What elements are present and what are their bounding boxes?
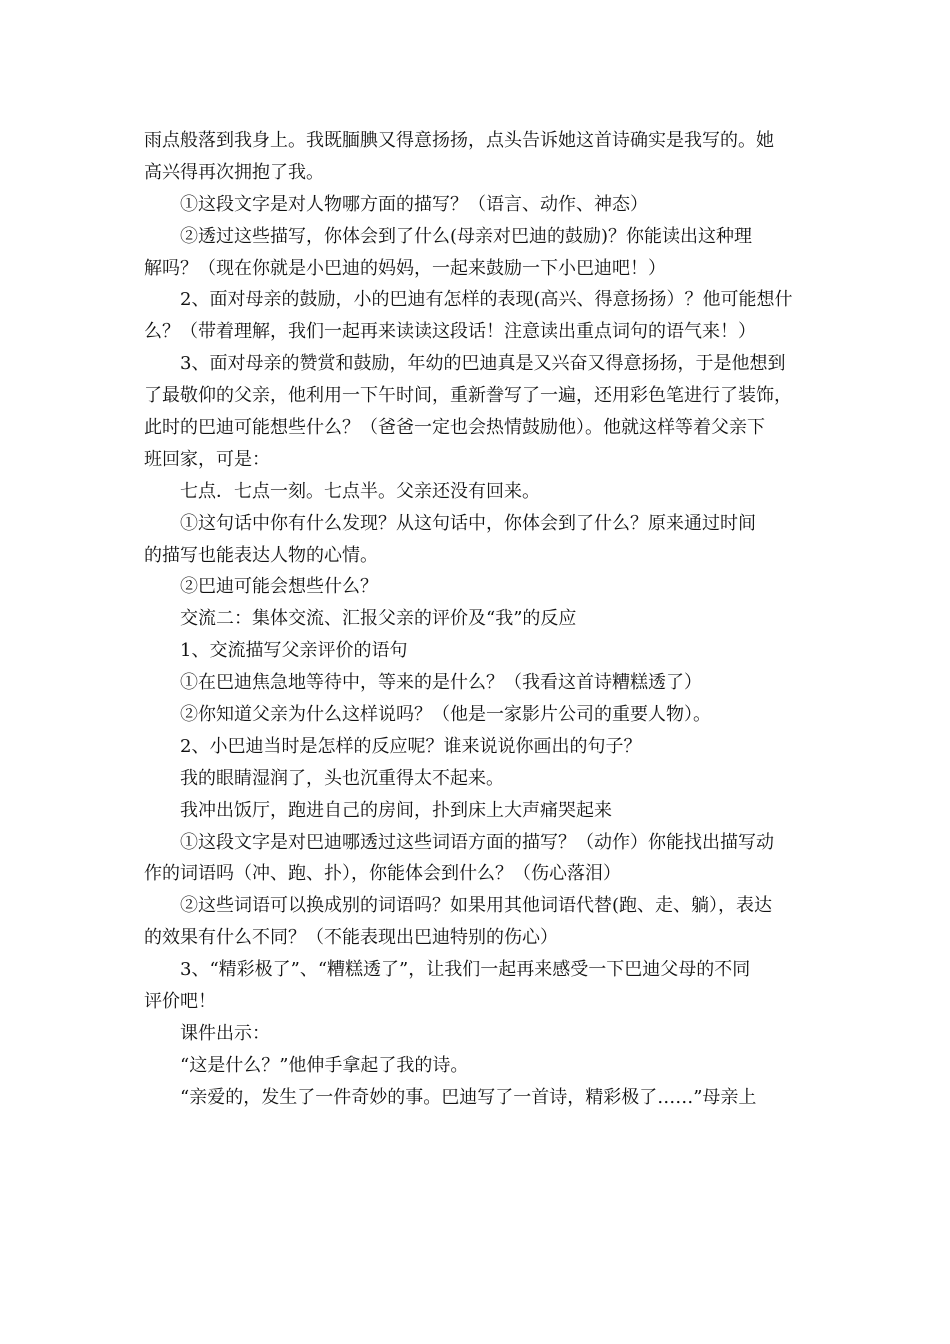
text-line: 2、小巴迪当时是怎样的反应呢？谁来说说你画出的句子？	[180, 735, 642, 757]
text-line: 我的眼睛湿润了，头也沉重得太不起来。	[180, 767, 504, 789]
text-line: 2、面对母亲的鼓励，小的巴迪有怎样的表现(高兴、得意扬扬）？他可能想什	[180, 289, 793, 311]
text-line: 1、交流描写父亲评价的语句	[180, 640, 408, 662]
text-line: 七点．七点一刻。七点半。父亲还没有回来。	[180, 480, 540, 502]
text-line: 班回家，可是：	[144, 448, 270, 470]
text-line: “亲爱的，发生了一件奇妙的事。巴迪写了一首诗，精彩极了……”母亲上	[180, 1086, 757, 1108]
text-line: ②你知道父亲为什么这样说吗？（他是一家影片公司的重要人物）。	[180, 704, 711, 726]
text-line: “这是什么？”他伸手拿起了我的诗。	[180, 1054, 469, 1076]
text-line: ①这段文字是对人物哪方面的描写？（语言、动作、神态）	[180, 193, 648, 215]
text-line: 我冲出饭厅，跑进自己的房间，扑到床上大声痛哭起来	[180, 799, 612, 821]
text-line: 交流二：集体交流、汇报父亲的评价及“我”的反应	[180, 608, 577, 630]
text-line: 作的词语吗（冲、跑、扑），你能体会到什么？（伤心落泪）	[144, 863, 621, 885]
text-line: ②巴迪可能会想些什么？	[180, 576, 378, 598]
text-line: ①这段文字是对巴迪哪透过这些词语方面的描写？（动作）你能找出描写动	[180, 831, 774, 853]
text-line: 高兴得再次拥抱了我。	[144, 161, 324, 183]
text-line: 此时的巴迪可能想些什么？（爸爸一定也会热情鼓励他）。他就这样等着父亲下	[144, 417, 765, 439]
text-line: 评价吧！	[144, 991, 216, 1013]
text-line: ①这句话中你有什么发现？从这句话中，你体会到了什么？原来通过时间	[180, 512, 756, 534]
text-line: 么？（带着理解，我们一起再来读读这段话！注意读出重点词句的语气来！）	[144, 321, 756, 343]
text-line: 3、面对母亲的赞赏和鼓励，年幼的巴迪真是又兴奋又得意扬扬，于是他想到	[180, 353, 786, 375]
text-line: 了最敬仰的父亲，他利用一下午时间，重新誊写了一遍，还用彩色笔进行了装饰，	[144, 385, 792, 407]
text-line: 解吗？（现在你就是小巴迪的妈妈，一起来鼓励一下小巴迪吧！）	[144, 257, 666, 279]
text-line: ②透过这些描写，你体会到了什么(母亲对巴迪的鼓励)？你能读出这种理	[180, 225, 753, 247]
text-line: ②这些词语可以换成别的词语吗？如果用其他词语代替(跑、走、躺），表达	[180, 895, 773, 917]
text-line: 3、“精彩极了”、“糟糕透了”，让我们一起再来感受一下巴迪父母的不同	[180, 959, 751, 981]
text-line: 的效果有什么不同？（不能表现出巴迪特别的伤心）	[144, 927, 558, 949]
text-line: ①在巴迪焦急地等待中，等来的是什么？（我看这首诗糟糕透了）	[180, 672, 702, 694]
text-line: 雨点般落到我身上。我既腼腆又得意扬扬，点头告诉她这首诗确实是我写的。她	[144, 130, 774, 151]
document-body	[144, 125, 810, 1114]
text-line: 课件出示：	[180, 1022, 270, 1044]
text-line: 的描写也能表达人物的心情。	[144, 544, 378, 566]
